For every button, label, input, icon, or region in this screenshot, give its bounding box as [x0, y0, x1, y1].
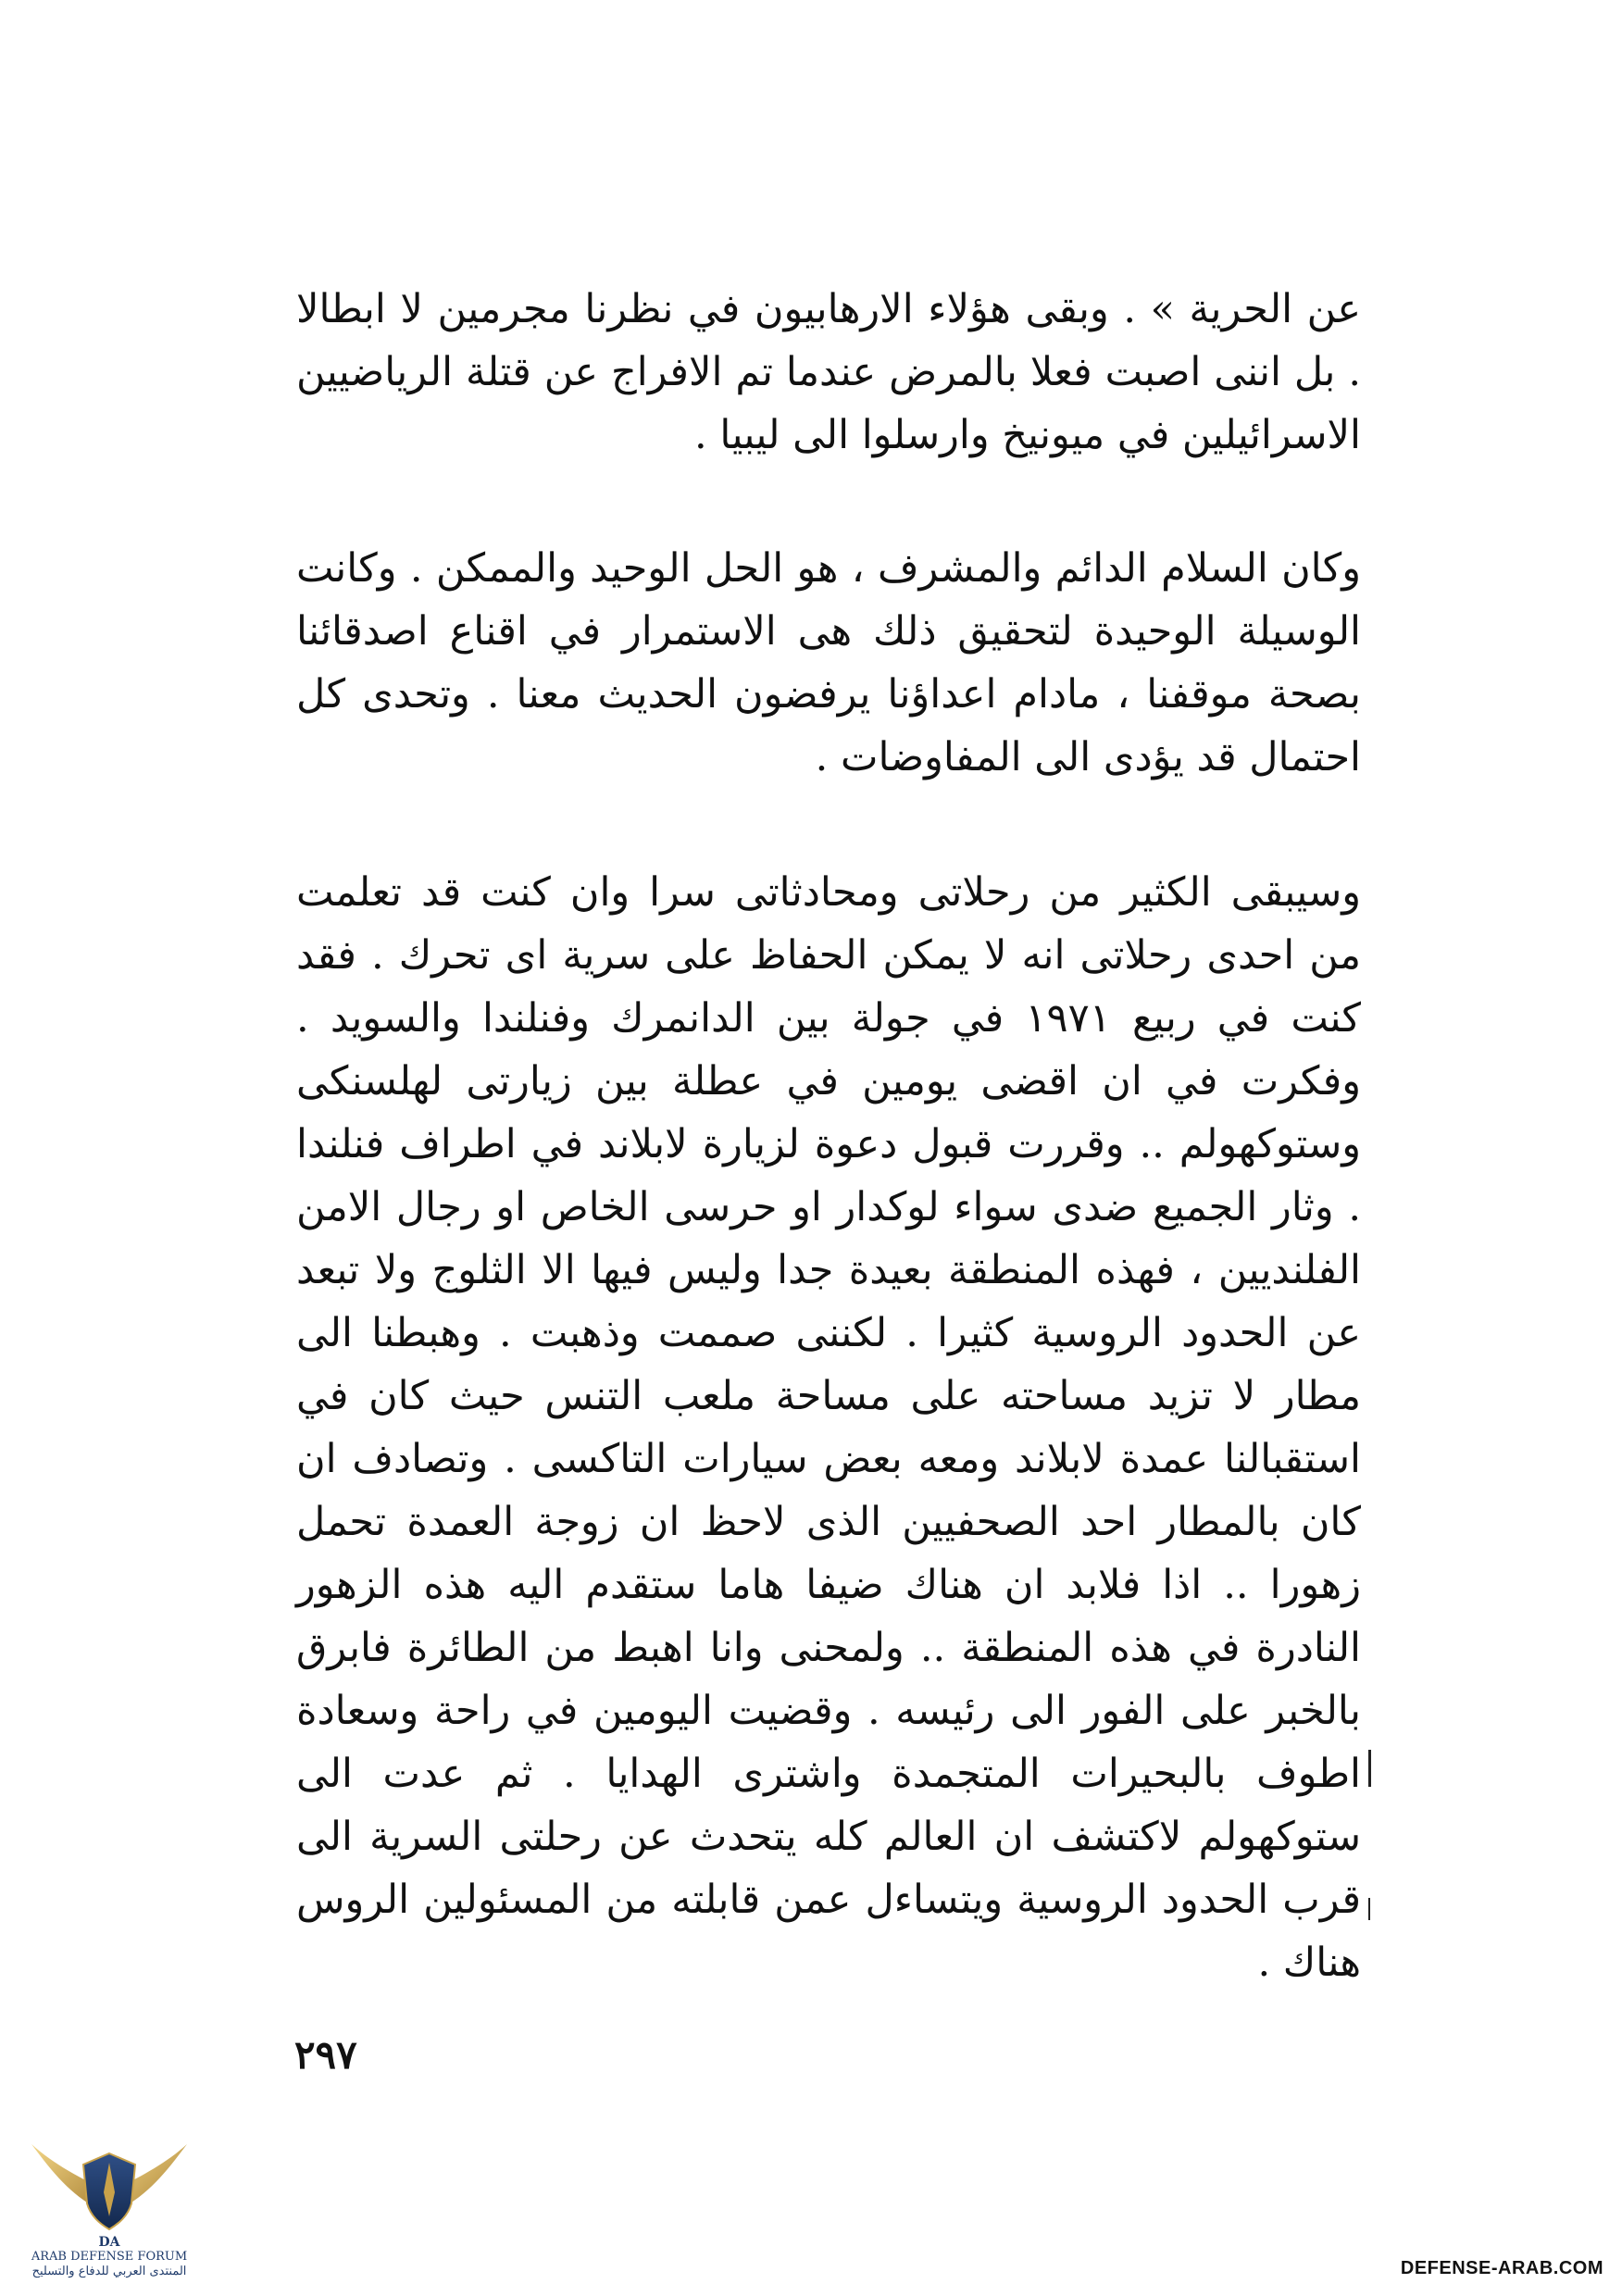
page-number: ٢٩٧ [294, 2032, 357, 2078]
forum-name-arabic: المنتدى العربي للدفاع والتسليح [31, 2265, 187, 2278]
margin-mark [1368, 1750, 1371, 1787]
watermark-caption [17, 2250, 202, 2279]
margin-mark [1368, 1898, 1370, 1920]
site-credit: DEFENSE-ARAB.COM [1400, 2258, 1603, 2278]
paragraph-2: وكان السلام الدائم والمشرف ، هو الحل الوحيد والممكن . وكانت الوسيلة الوحيدة لتحقيق ذلك هى الاستمرار في اقناع اصدقائنا بصحة موقفنا ، مادام اعداؤنا يرفضون الحديث معنا . وتحدى كل احتمال قد يؤدى الى المفاوضات . [296, 545, 1361, 780]
paragraph-1: عن الحرية » . وبقى هؤلاء الارهابيون في نظرنا مجرمين لا ابطالا . بل اننى اصبت فعلا بالمرض عندما تم الافراج عن قتلة الرياضيين الاسرائيلين في ميونيخ وارسلوا الى ليبيا . [296, 286, 1361, 458]
logo-text: DA [98, 2235, 120, 2250]
forum-name: ARAB DEFENSE FORUM [31, 2250, 188, 2264]
paragraph-3: وسيبقى الكثير من رحلاتى ومحادثاتى سرا وان كنت قد تعلمت من احدى رحلاتى انه لا يمكن الحفاظ على سرية اى تحرك . فقد كنت في ربيع ١٩٧١ في جولة بين الدانمرك وفنلندا والسويد . وفكرت في ان اقضى يومين في عطلة بين زيارتى لهلسنكى وستوكهولم .. وقررت قبول دعوة لزيارة لابلاند في اطراف فنلندا . وثار الجميع ضدى سواء لوكدار او حرسى الخاص او رجال الامن الفلنديين ، فهذه المنطقة بعيدة جدا وليس فيها الا الثلوج ولا تبعد عن الحدود الروسية كثيرا . لكننى صممت وذهبت . وهبطنا الى مطار لا تزيد مساحته على مساحة ملعب التنس حيث كان في استقبالنا عمدة لابلاند ومعه بعض سيارات التاكسى . وتصادف ان كان بالمطار احد الصحفيين الذى لاحظ ان زوجة العمدة تحمل زهورا .. اذا فلابد ان هناك ضيفا هاما ستقدم اليه هذه الزهور النادرة في هذه المنطقة .. ولمحنى وانا اهبط من الطائرة فابرق بالخبر على الفور الى رئيسه . وقضيت اليومين في راحة وسعادة اطوف بالبحيرات المتجمدة واشترى الهدايا . ثم عدت الى ستوكهولم لاكتشف ان العالم كله يتحدث عن رحلتى السرية الى قرب الحدود الروسية ويتساءل عمن قابلته من المسئولين الروس هناك . [296, 869, 1361, 1986]
